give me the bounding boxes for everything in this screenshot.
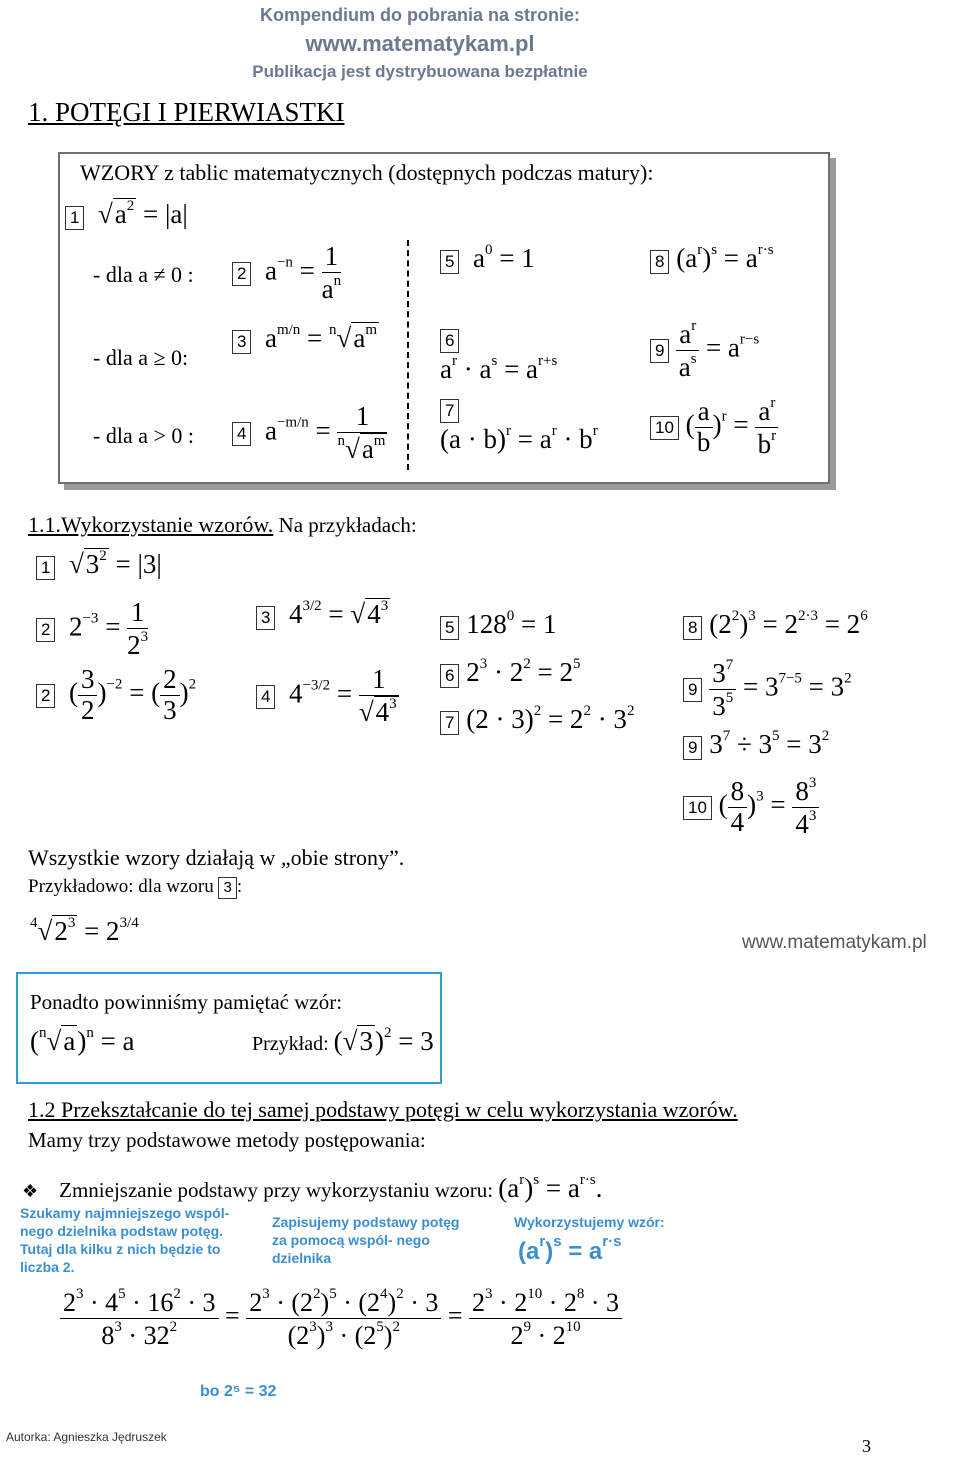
- badge-2: 2: [232, 262, 251, 286]
- badge-6: 6: [440, 329, 459, 353]
- example-5: 5 $128^0 = 1$: [440, 608, 556, 640]
- remember-example: Przykład: $(√3)^2 = 3$: [252, 1025, 434, 1056]
- example-badge-8: 8: [683, 616, 702, 640]
- badge-3: 3: [232, 330, 251, 354]
- example-badge-7: 7: [440, 711, 459, 735]
- page-title: 1. POTĘGI I PIERWIASTKI: [28, 97, 345, 127]
- formula-2: 2 $a^{-n}$ = $\frac{1}{a^n}$: [232, 242, 341, 304]
- header-line-3: Publikacja jest dystrybuowana bezpłatnie: [252, 62, 588, 81]
- example-badge-9b: 9: [683, 736, 702, 760]
- condition-geq: - dla a ≥ 0:: [93, 345, 189, 370]
- example-note-formula: $^4√2^3 = 2^{3/4}$: [30, 915, 139, 946]
- example-note-badge: 3: [218, 877, 236, 899]
- remember-text: Ponadto powinniśmy pamiętać wzór:: [30, 990, 343, 1014]
- example-6: 6 $2^3 \cdot 2^2 = 2^5$: [440, 656, 580, 688]
- example-note: Przykładowo: dla wzoru 3 :: [28, 876, 243, 897]
- hint-right: Wykorzystujemy wzór:: [514, 1214, 665, 1230]
- example-1: 1 $√3^2 = |3|$: [36, 548, 162, 580]
- formula-1: 1 $√a^2 = |a|$: [65, 198, 188, 230]
- example-8: 8 $(2^2)^3 = 2^{2\cdot 3} = 2^6$: [683, 608, 868, 640]
- dashed-divider: [407, 240, 409, 470]
- note-bottom: bo 2⁵ = 32: [200, 1383, 277, 1400]
- header-url[interactable]: www.matematykam.pl: [305, 31, 535, 56]
- example-badge-10: 10: [683, 796, 712, 820]
- badge-1: 1: [65, 206, 84, 230]
- formula-10: 10 ( $\frac{a}{b}$ )$^r$ = $\frac{a^r}{b^r}$: [650, 395, 778, 459]
- section-1-2-intro: Mamy trzy podstawowe metody postępowania:: [28, 1128, 426, 1152]
- final-equation: $\frac{2^3 \cdot 4^5 \cdot 16^2 \cdot 3}{8^3 \cdot 32^2}$ = $\frac{2^3 \cdot (2^2)^5 \cdot (2^4)^2 \cdot 3}{(2^3)^3 \cdot (2^5)^2}$ = $\frac{2^3 \cdot 2^{10} \cdot 2^8 \cdot 3}{2^9 \cdot 2^{10}}$: [60, 1286, 622, 1350]
- bullet-row: ❖ Zmniejszanie podstawy przy wykorzystaniu wzoru: $(a^r)^s = a^{r\cdot s}$.: [22, 1172, 603, 1203]
- example-badge-6: 6: [440, 664, 459, 688]
- remember-formula: $(^n√a)^n = a$: [30, 1025, 135, 1056]
- section-1-1-heading: 1.1.Wykorzystanie wzorów. Na przykładach:: [28, 512, 417, 537]
- badge-5: 5: [440, 250, 459, 274]
- section-1-2-heading: 1.2 Przekształcanie do tej samej podstawy potęgi w celu wykorzystania wzorów.: [28, 1097, 738, 1122]
- badge-4: 4: [232, 422, 251, 446]
- example-2a: 2 $2^{-3}$ = $\frac{1}{2^3}$: [36, 598, 148, 660]
- condition-gt: - dla a > 0 :: [93, 423, 194, 448]
- badge-9: 9: [650, 339, 669, 363]
- example-badge-5: 5: [440, 616, 459, 640]
- diamond-bullet-icon: ❖: [22, 1181, 39, 1201]
- badge-8: 8: [650, 250, 669, 274]
- formula-4: 4 $a^{-m/n}$ = $\frac{1}{^n√a^m}$: [232, 402, 387, 464]
- example-9a: 9 $\frac{3^7}{3^5}$ = $3^{7-5} = 3^2$: [683, 657, 852, 721]
- footer-author: Autorka: Agnieszka Jędruszek: [6, 1430, 167, 1444]
- badge-7: 7: [440, 399, 459, 423]
- example-badge-2b: 2: [36, 684, 55, 708]
- example-3: 3 $4^{3/2} = √4^3$: [256, 598, 390, 630]
- badge-10: 10: [650, 416, 679, 440]
- formula-6: 6 $a^r \cdot a^s = a^{r+s}$: [440, 331, 558, 384]
- example-badge-9a: 9: [683, 678, 702, 702]
- formula-5: 5 $a^0 = 1$: [440, 242, 535, 274]
- example-2b: 2 ( $\frac{3}{2}$ )$^{-2}$ = ( $\frac{2}{3}$ )$^2$: [36, 665, 196, 725]
- header-line-1: Kompendium do pobrania na stronie:: [259, 5, 580, 25]
- example-10: 10 ( $\frac{8}{4}$ )$^3$ = $\frac{8^3}{4^3}$: [683, 775, 819, 839]
- example-9b: 9 $3^7 \div 3^5 = 3^2$: [683, 728, 829, 760]
- hint-left: Szukamy najmniejszego wspól- nego dzielnika podstaw potęg. Tutaj dla kilku z nich będzie to liczba 2.: [20, 1205, 230, 1275]
- bullet-text: Zmniejszanie podstawy przy wykorzystaniu wzoru:: [59, 1178, 494, 1202]
- formula-9: 9 $\frac{a^r}{a^s}$ = $a^{r-s}$: [650, 318, 759, 382]
- example-badge-4: 4: [256, 685, 275, 709]
- formulas-heading: WZORY z tablic matematycznych (dostępnych podczas matury):: [80, 160, 654, 185]
- hint-middle: Zapisujemy podstawy potęg za pomocą wspól- nego dzielnika: [272, 1214, 460, 1266]
- condition-neq: - dla a ≠ 0 :: [93, 262, 194, 287]
- formula-3: 3 $a^{m/n} = ^n√a^m$: [232, 322, 379, 354]
- formula-7: 7 $(a \cdot b)^r = a^r \cdot b^r$: [440, 401, 598, 454]
- formula-8: 8 $(a^r)^s = a^{r\cdot s}$: [650, 242, 774, 274]
- hint-right-formula: $(a^r)^s = a^{r\cdot s}$: [518, 1233, 622, 1265]
- example-badge-3: 3: [256, 606, 275, 630]
- page-header: [230, 2, 610, 85]
- example-badge-2a: 2: [36, 618, 55, 642]
- example-badge-1: 1: [36, 556, 55, 580]
- both-sides-note: Wszystkie wzory działają w „obie strony”.: [28, 845, 405, 870]
- example-7: 7 $(2 \cdot 3)^2 = 2^2 \cdot 3^2$: [440, 703, 634, 735]
- example-4: 4 $4^{-3/2}$ = $\frac{1}{√4^3}$: [256, 665, 399, 727]
- page-number: 3: [862, 1436, 871, 1456]
- watermark-url[interactable]: www.matematykam.pl: [742, 932, 927, 953]
